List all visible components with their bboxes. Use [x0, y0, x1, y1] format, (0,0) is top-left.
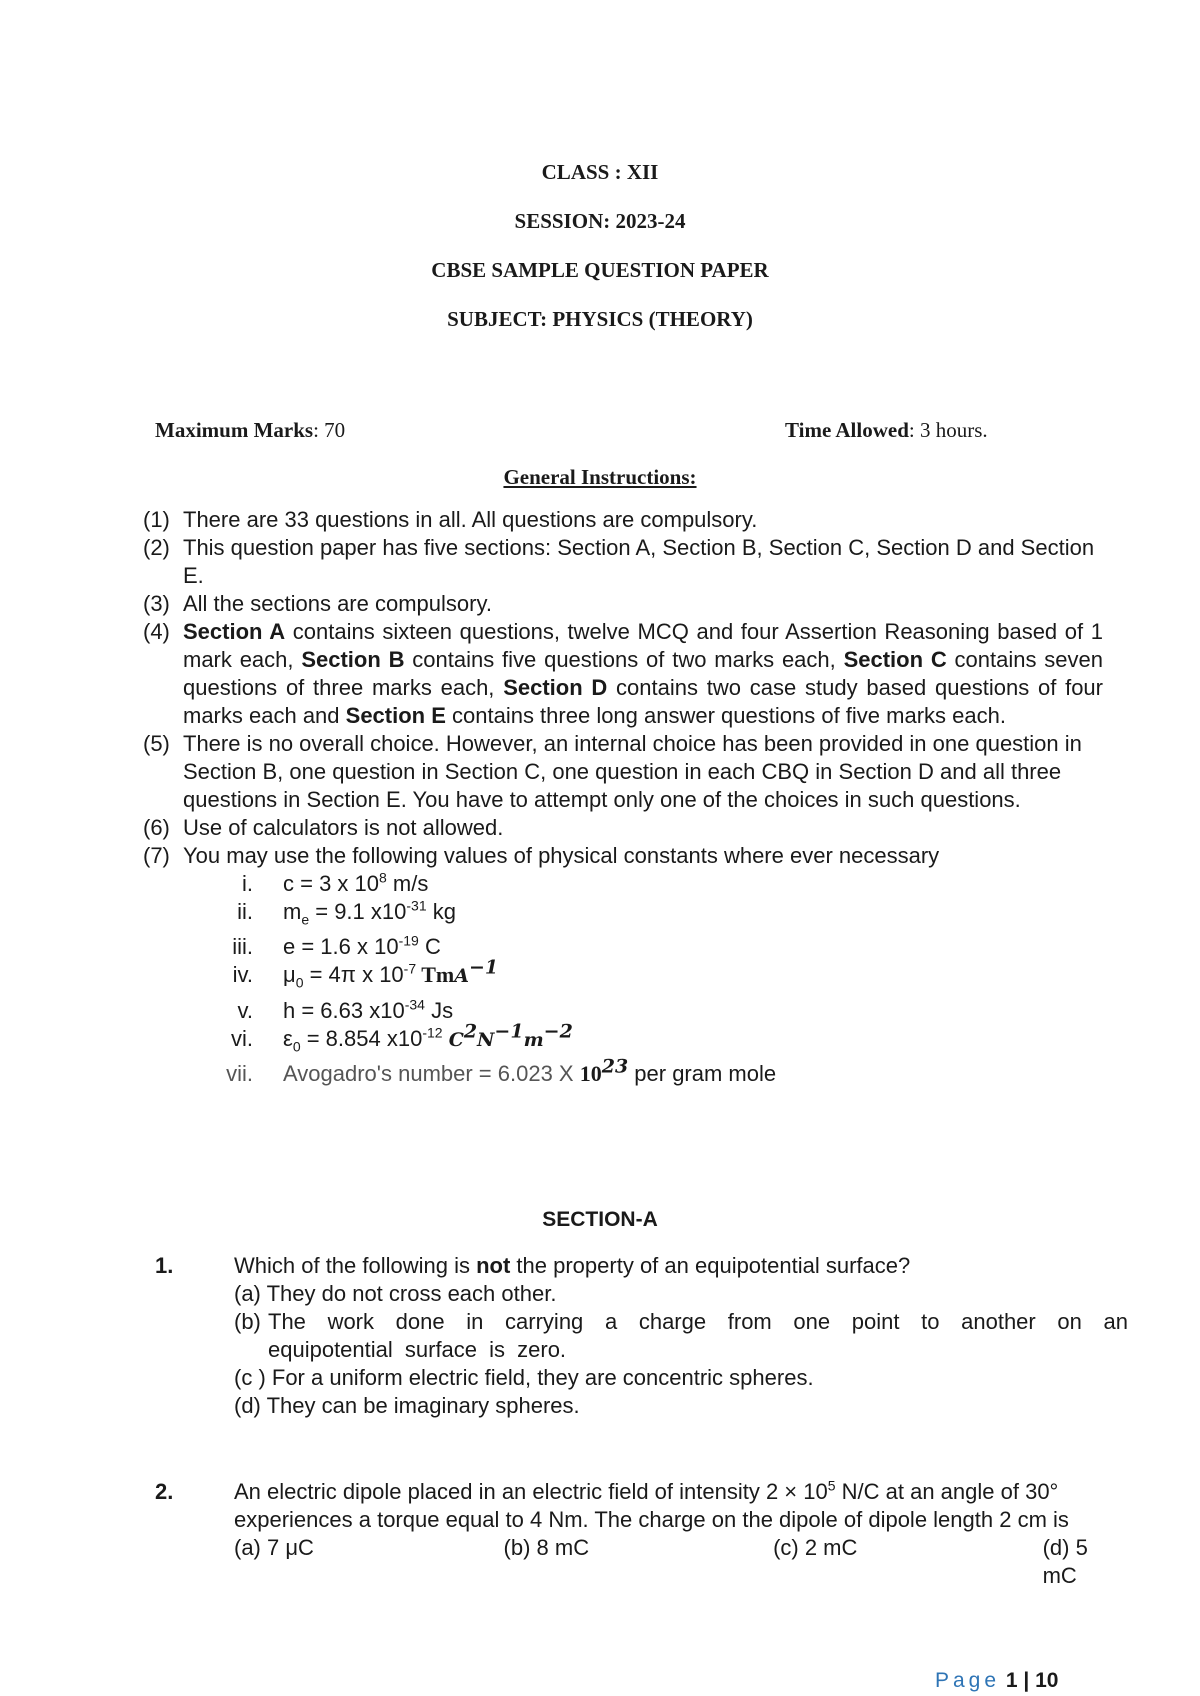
- constant-fragment: per gram mole: [628, 1061, 777, 1087]
- constant-number: ii.: [237, 899, 253, 924]
- instruction-item: [143, 618, 1103, 730]
- section-e-ref: Section E: [345, 703, 446, 728]
- constant-exponent: -19: [398, 933, 419, 950]
- page-total: 10: [1035, 1669, 1059, 1692]
- option-b: (b) 8 mC: [503, 1535, 590, 1560]
- constant-item: [143, 933, 1103, 961]
- instruction-number: (4): [143, 619, 170, 644]
- section-c-ref: Section C: [843, 647, 947, 672]
- constant-fragment: e = 1.6 x 10: [283, 934, 399, 960]
- paper-heading: CBSE SAMPLE QUESTION PAPER: [431, 258, 769, 282]
- constant-fragment: Js: [424, 997, 454, 1023]
- instruction-item: [143, 534, 1103, 590]
- constant-fragment: m/s: [386, 871, 429, 896]
- option-c: (c ) For a uniform electric field, they are concentric spheres.: [234, 1365, 814, 1390]
- constant-exponent: 23: [601, 1055, 629, 1078]
- option-c: (c) 2 mC: [773, 1535, 858, 1560]
- constant-exponent: −2: [543, 1020, 573, 1043]
- instructions-list: [143, 506, 1103, 1088]
- section-b-ref: Section B: [301, 647, 405, 672]
- constant-unit-math: A: [454, 965, 469, 988]
- constant-value: [283, 898, 1103, 933]
- instruction-item: [143, 814, 1103, 842]
- section-a-ref: Section A: [183, 619, 286, 644]
- constant-fragment: μ: [283, 962, 296, 988]
- instruction-number: (5): [143, 731, 170, 756]
- options-row: [234, 1534, 1128, 1590]
- constant-item: [143, 997, 1103, 1025]
- question-1: [143, 1252, 1128, 1420]
- instruction-text: You may use the following values of physical constants where ever necessary: [183, 843, 940, 868]
- question-fragment: N/C at an angle of 30° experiences a torque equal to 4 Nm. The charge on the dipole of dipole length 2 cm is: [234, 1479, 1069, 1532]
- instruction-item: [143, 506, 1103, 534]
- constant-fragment: kg: [426, 899, 456, 924]
- constant-exponent: -34: [404, 996, 425, 1013]
- question-body: [234, 1252, 1128, 1420]
- constant-unit-math: N: [477, 1028, 495, 1051]
- question-fragment: An electric dipole placed in an electric field of intensity 2 × 10: [234, 1479, 828, 1504]
- constant-exponent: 8: [379, 869, 387, 886]
- instruction-item: [143, 730, 1103, 814]
- question-fragment: the property of an equipotential surface?: [510, 1253, 911, 1278]
- subject-heading: SUBJECT: PHYSICS (THEORY): [447, 307, 753, 331]
- constant-fragment: = 8.854 x10: [300, 1025, 423, 1051]
- instruction-number: (6): [143, 815, 170, 840]
- constant-item: [143, 957, 1103, 996]
- general-instructions-title: General Instructions:: [503, 465, 697, 489]
- instruction-item: [143, 842, 1103, 870]
- instruction-number: (3): [143, 591, 170, 616]
- constant-exponent: 2: [463, 1020, 478, 1043]
- constant-number: i.: [242, 871, 253, 896]
- constant-fragment: h = 6.63 x10: [283, 997, 405, 1023]
- question-exponent: 5: [827, 1477, 836, 1494]
- option-text: The work done in carrying a charge from one point to another on an equipotential surface is zero.: [268, 1309, 1128, 1362]
- constant-value: [283, 1020, 1103, 1060]
- constant-unit-math: m: [523, 1028, 544, 1051]
- constant-number: vi.: [231, 1025, 253, 1051]
- question-emphasis: not: [476, 1253, 511, 1278]
- max-marks-label: Maximum Marks: [155, 418, 314, 442]
- instruction-fragment: contains two case study based questions of four marks each and: [183, 675, 1103, 728]
- constant-fragment: = 9.1 x10: [309, 899, 407, 924]
- instruction-text: There is no overall choice. However, an internal choice has been provided in one question in Section B, one question in Section C, one question in each CBQ in Section D and all three questions in Section E. You have to attempt only one of the choices in such questions.: [183, 731, 1082, 812]
- constant-item: [143, 1055, 1103, 1088]
- instruction-text: All the sections are compulsory.: [183, 591, 492, 616]
- instruction-item: [143, 590, 1103, 618]
- instruction-fragment: contains seven questions of three marks each,: [183, 647, 1103, 700]
- constant-fragment: c = 3 x 10: [283, 871, 380, 896]
- max-marks: [155, 418, 345, 443]
- question-text: [234, 1252, 1128, 1280]
- constant-fragment: Avogadro's number = 6.023 X: [283, 1061, 580, 1087]
- constant-subscript: e: [301, 911, 310, 928]
- option-b: [234, 1308, 1128, 1364]
- constant-number: vii.: [226, 1061, 253, 1087]
- question-text: [234, 1478, 1128, 1534]
- max-marks-value: : 70: [313, 418, 346, 442]
- instruction-text: There are 33 questions in all. All questions are compulsory.: [183, 507, 758, 532]
- question-fragment: Which of the following is: [234, 1253, 477, 1278]
- question-number: 1.: [155, 1253, 174, 1278]
- constant-value: [283, 870, 1103, 898]
- constant-value: [283, 957, 1103, 996]
- instruction-text: Use of calculators is not allowed.: [183, 815, 504, 840]
- page-separator: |: [1017, 1669, 1036, 1692]
- constant-fragment: = 4π x 10: [303, 962, 404, 988]
- option-label: (b): [234, 1309, 261, 1334]
- constant-item: [143, 898, 1103, 933]
- constant-fragment: C: [418, 934, 441, 960]
- session-heading: SESSION: 2023-24: [514, 209, 686, 233]
- constant-subscript: 0: [295, 974, 304, 991]
- instruction-fragment: contains three long answer questions of five marks each.: [445, 703, 1006, 728]
- time-allowed-value: : 3 hours.: [908, 418, 988, 442]
- constant-exponent: −1: [468, 957, 499, 980]
- constant-number: iii.: [232, 934, 253, 960]
- constant-number: iv.: [232, 962, 253, 988]
- section-d-ref: Section D: [503, 675, 608, 700]
- question-body: [234, 1478, 1128, 1590]
- page-number: 1: [1005, 1669, 1018, 1692]
- question-number: 2.: [155, 1479, 174, 1504]
- constant-unit-math: C: [448, 1028, 464, 1051]
- option-a: (a) They do not cross each other.: [234, 1281, 557, 1306]
- constant-fragment: ε: [283, 1025, 293, 1051]
- constant-fragment: 10: [579, 1061, 602, 1087]
- constant-unit: Tm: [416, 962, 455, 988]
- time-allowed-label: Time Allowed: [785, 418, 909, 442]
- instruction-text: This question paper has five sections: Section A, Section B, Section C, Section D and Section E.: [183, 535, 1095, 588]
- instruction-fragment: contains sixteen questions, twelve MCQ and four Assertion Reasoning based of 1 mark each,: [183, 619, 1103, 672]
- constant-exponent: -7: [403, 961, 417, 978]
- constant-fragment: m: [283, 899, 302, 924]
- option-a: (a) 7 μC: [234, 1535, 314, 1560]
- constant-value: [283, 997, 1103, 1025]
- question-2: [143, 1478, 1128, 1590]
- instruction-number: (2): [143, 535, 170, 560]
- constant-exponent: −1: [494, 1020, 524, 1043]
- instruction-text: [183, 618, 1103, 730]
- page-label: Page: [935, 1669, 1001, 1692]
- class-heading: CLASS : XII: [541, 160, 659, 184]
- constants-list: [143, 870, 1103, 1088]
- constant-value: [283, 1055, 1103, 1088]
- section-a-title: SECTION-A: [542, 1208, 658, 1231]
- option-d: (d) 5 mC: [1042, 1535, 1088, 1588]
- instruction-number: (7): [143, 843, 170, 868]
- constant-number: v.: [237, 997, 253, 1023]
- page-footer: [935, 1669, 1058, 1693]
- constant-item: [143, 870, 1103, 898]
- instruction-number: (1): [143, 507, 170, 532]
- constant-exponent: -31: [406, 897, 427, 914]
- instruction-fragment: contains five questions of two marks each,: [404, 647, 844, 672]
- constant-value: [283, 933, 1103, 961]
- constant-exponent: -12: [422, 1024, 443, 1041]
- constant-subscript: 0: [292, 1038, 301, 1055]
- option-d: (d) They can be imaginary spheres.: [234, 1393, 580, 1418]
- time-allowed: [785, 418, 988, 443]
